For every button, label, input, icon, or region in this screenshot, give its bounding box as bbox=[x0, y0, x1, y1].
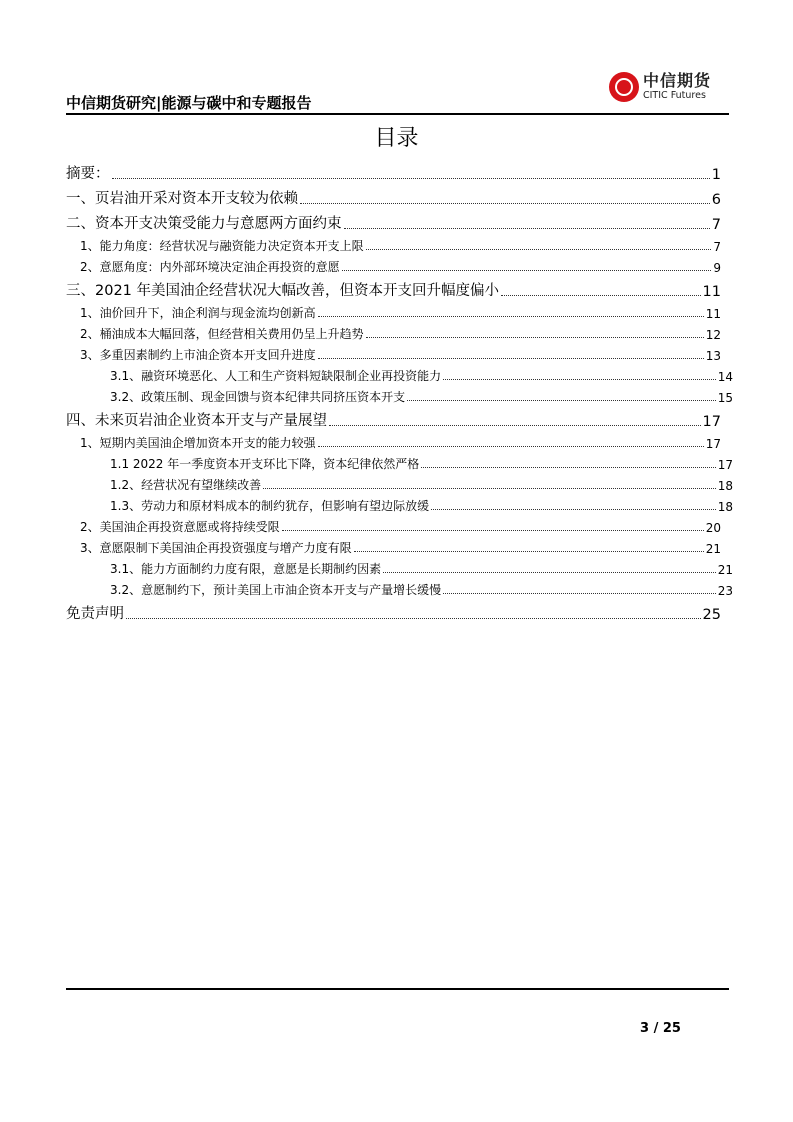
toc-entry[interactable] bbox=[66, 598, 721, 623]
toc-entry-label: 3.1、能力方面制约力度有限，意愿是长期制约因素 bbox=[110, 562, 382, 576]
toc-entry-page: 17 bbox=[705, 437, 721, 451]
toc-entry[interactable] bbox=[66, 577, 733, 598]
toc-entry-label: 三、2021 年美国油企经营状况大幅改善，但资本开支回升幅度偏小 bbox=[66, 283, 500, 299]
toc-entry-label: 3.1、融资环境恶化、人工和生产资料短缺限制企业再投资能力 bbox=[110, 369, 442, 383]
toc-entry-page: 15 bbox=[717, 391, 733, 405]
toc-entry[interactable] bbox=[66, 183, 721, 208]
toc-entry[interactable] bbox=[66, 451, 733, 472]
toc-dot-leader bbox=[366, 336, 704, 338]
toc-entry-label: 3.2、政策压制、现金回馈与资本纪律共同挤压资本开支 bbox=[110, 390, 406, 404]
toc-dot-leader bbox=[421, 466, 715, 468]
toc-entry-label: 二、资本开支决策受能力与意愿两方面约束 bbox=[66, 216, 342, 232]
toc-entry[interactable] bbox=[66, 233, 721, 254]
toc-dot-leader bbox=[443, 592, 716, 594]
toc-dot-leader bbox=[282, 529, 704, 531]
toc-entry-label: 3、多重因素制约上市油企资本开支回升进度 bbox=[80, 348, 316, 362]
toc-entry-page: 11 bbox=[705, 307, 721, 321]
toc-entry-label: 3.2、意愿制约下，预计美国上市油企资本开支与产量增长缓慢 bbox=[110, 583, 442, 597]
toc-entry-label: 2、桶油成本大幅回落，但经营相关费用仍呈上升趋势 bbox=[80, 327, 364, 341]
logo-en-text: CITIC Futures bbox=[643, 90, 706, 102]
toc-entry-label: 2、意愿角度：内外部环境决定油企再投资的意愿 bbox=[80, 260, 340, 274]
toc-entry-page: 18 bbox=[717, 500, 733, 514]
logo-cn-text: 中信期货 bbox=[643, 71, 712, 91]
toc-dot-leader bbox=[407, 399, 716, 401]
toc-entry[interactable] bbox=[66, 275, 721, 300]
toc-title: 目录 bbox=[374, 126, 419, 151]
table-of-contents bbox=[66, 158, 733, 623]
toc-entry[interactable] bbox=[66, 514, 721, 535]
toc-entry[interactable] bbox=[66, 493, 733, 514]
toc-entry-page: 23 bbox=[717, 584, 733, 598]
toc-entry-label: 摘要： bbox=[66, 166, 110, 182]
report-header-title: 中信期货研究|能源与碳中和专题报告 bbox=[66, 94, 312, 112]
toc-entry[interactable] bbox=[66, 254, 721, 275]
toc-dot-leader bbox=[318, 357, 704, 359]
toc-entry-label: 2、美国油企再投资意愿或将持续受限 bbox=[80, 520, 280, 534]
toc-dot-leader bbox=[112, 177, 710, 179]
toc-entry[interactable] bbox=[66, 535, 721, 556]
toc-dot-leader bbox=[383, 571, 716, 573]
toc-entry-page: 25 bbox=[702, 607, 721, 623]
toc-entry-page: 17 bbox=[717, 458, 733, 472]
toc-entry-label: 1、短期内美国油企增加资本开支的能力较强 bbox=[80, 436, 316, 450]
toc-entry-label: 1.2、经营状况有望继续改善 bbox=[110, 478, 262, 492]
footer-divider bbox=[66, 988, 729, 990]
toc-entry[interactable] bbox=[66, 208, 721, 233]
toc-entry-page: 9 bbox=[713, 261, 721, 275]
toc-entry[interactable] bbox=[66, 300, 721, 321]
toc-entry-page: 13 bbox=[705, 349, 721, 363]
header-divider bbox=[66, 113, 729, 115]
toc-dot-leader bbox=[501, 294, 701, 296]
toc-entry[interactable] bbox=[66, 158, 721, 183]
toc-entry-label: 1、油价回升下，油企利润与现金流均创新高 bbox=[80, 306, 316, 320]
toc-entry-page: 11 bbox=[702, 284, 721, 300]
toc-dot-leader bbox=[342, 269, 712, 271]
toc-entry-label: 1.3、劳动力和原材料成本的制约犹存，但影响有望边际放缓 bbox=[110, 499, 430, 513]
toc-entry[interactable] bbox=[66, 342, 721, 363]
toc-entry-page: 12 bbox=[705, 328, 721, 342]
toc-dot-leader bbox=[263, 487, 716, 489]
toc-entry-page: 17 bbox=[702, 414, 721, 430]
toc-entry-page: 21 bbox=[717, 563, 733, 577]
toc-entry-label: 1、能力角度：经营状况与融资能力决定资本开支上限 bbox=[80, 239, 364, 253]
citic-logo-icon bbox=[609, 72, 639, 102]
toc-dot-leader bbox=[443, 378, 716, 380]
toc-dot-leader bbox=[300, 202, 710, 204]
toc-entry-label: 免责声明 bbox=[66, 606, 124, 622]
toc-entry[interactable] bbox=[66, 363, 733, 384]
toc-entry-page: 7 bbox=[711, 217, 721, 233]
toc-entry[interactable] bbox=[66, 472, 733, 493]
toc-entry[interactable] bbox=[66, 384, 733, 405]
toc-entry[interactable] bbox=[66, 321, 721, 342]
toc-entry-page: 6 bbox=[711, 192, 721, 208]
toc-entry-page: 7 bbox=[713, 240, 721, 254]
toc-dot-leader bbox=[344, 227, 710, 229]
toc-entry-label: 四、未来页岩油企业资本开支与产量展望 bbox=[66, 413, 327, 429]
toc-entry[interactable] bbox=[66, 405, 721, 430]
toc-entry-label: 一、页岩油开采对资本开支较为依赖 bbox=[66, 191, 298, 207]
citic-futures-logo bbox=[609, 72, 711, 102]
page-number: 3 / 25 bbox=[640, 1021, 681, 1036]
toc-dot-leader bbox=[354, 550, 704, 552]
toc-entry-label: 1.1 2022 年一季度资本开支环比下降，资本纪律依然严格 bbox=[110, 457, 420, 471]
toc-entry[interactable] bbox=[66, 556, 733, 577]
toc-dot-leader bbox=[431, 508, 716, 510]
toc-entry-page: 1 bbox=[711, 167, 721, 183]
toc-entry-page: 21 bbox=[705, 542, 721, 556]
toc-entry-label: 3、意愿限制下美国油企再投资强度与增产力度有限 bbox=[80, 541, 352, 555]
toc-entry-page: 20 bbox=[705, 521, 721, 535]
toc-dot-leader bbox=[329, 424, 701, 426]
toc-entry-page: 18 bbox=[717, 479, 733, 493]
toc-entry-page: 14 bbox=[717, 370, 733, 384]
toc-dot-leader bbox=[318, 315, 704, 317]
toc-dot-leader bbox=[318, 445, 704, 447]
toc-entry[interactable] bbox=[66, 430, 721, 451]
toc-dot-leader bbox=[126, 617, 701, 619]
toc-dot-leader bbox=[366, 248, 712, 250]
